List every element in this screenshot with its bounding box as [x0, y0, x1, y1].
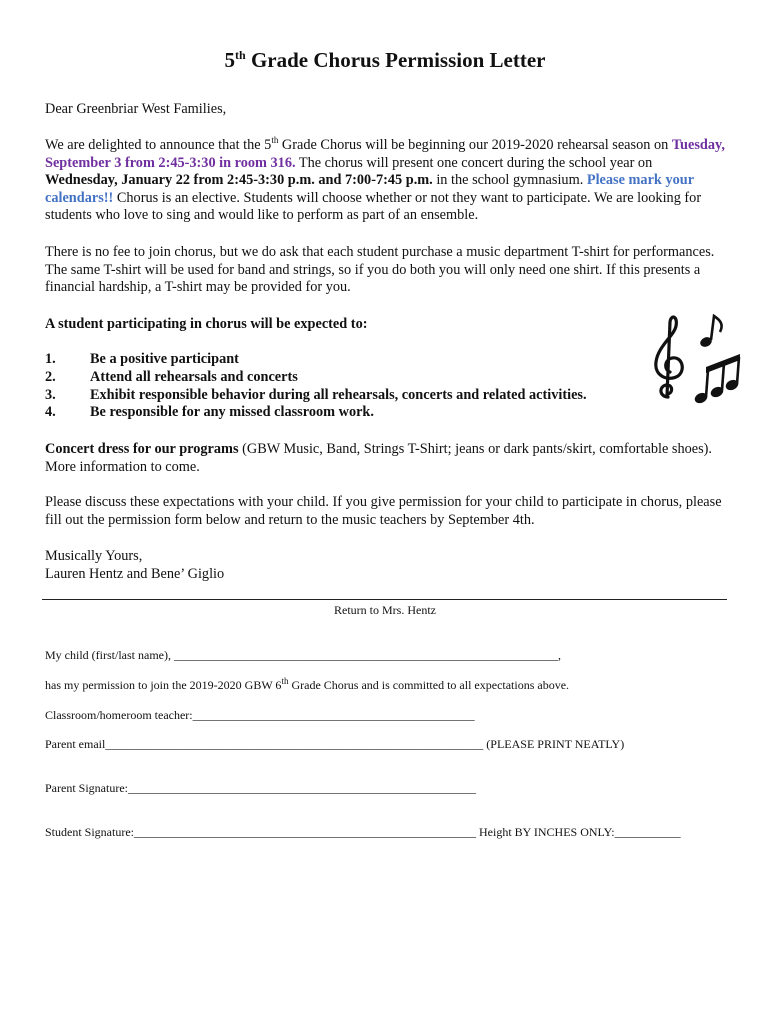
calendar-reminder: Please mark your calendars!!	[45, 172, 694, 206]
parent-signature-field[interactable]: Parent Signature:__________________________________________________________	[45, 781, 476, 795]
discussion-paragraph: Please discuss these expectations with your child. If you give permission for your child to participate in chorus, please fill out the permission form below and return to the music teachers by September 4th.	[45, 494, 722, 528]
expectations-heading: A student participating in chorus will be expected to:	[45, 316, 368, 332]
list-item: 4. Be responsible for any missed classroom work.	[45, 404, 374, 421]
greeting: Dear Greenbriar West Families,	[45, 101, 227, 117]
title-text: Grade Chorus Permission Letter	[245, 48, 546, 72]
concert-date: Wednesday, January 22 from 2:45-3:30 p.m. and 7:00-7:45 p.m.	[45, 172, 433, 189]
rehearsal-date: Tuesday, September 3 from 2:45-3:30 in room 316.	[45, 137, 725, 171]
dress-paragraph: Concert dress for our programs (GBW Music, Band, Strings T-Shirt; jeans or dark pants/skirt, comfortable shoes). More information to come.	[45, 441, 712, 475]
form-divider	[42, 599, 727, 600]
permission-statement: has my permission to join the 2019-2020 GBW 6th Grade Chorus and is committed to all expectations above.	[45, 676, 570, 692]
teacher-field[interactable]: Classroom/homeroom teacher:_______________________________________________	[45, 708, 475, 722]
list-item: 2. Attend all rehearsals and concerts	[45, 368, 298, 385]
signers: Lauren Hentz and Bene’ Giglio	[45, 566, 225, 582]
music-notes-icon	[650, 312, 745, 412]
child-name-field[interactable]: My child (first/last name), ________________________________________________________________,	[45, 648, 561, 662]
parent-email-field[interactable]: Parent email_______________________________________________________________ (PLEASE PRINT NEATLY)	[45, 737, 625, 751]
page-title	[45, 48, 725, 73]
title-sup: th	[235, 48, 246, 62]
expectations-list	[45, 351, 645, 422]
list-item: 3. Exhibit responsible behavior during all rehearsals, concerts and related activities.	[45, 386, 587, 403]
closing: Musically Yours,	[45, 548, 143, 564]
student-signature-field[interactable]: Student Signature:_________________________________________________________ Height BY INCHES ONLY:___________	[45, 825, 681, 839]
fee-paragraph: There is no fee to join chorus, but we do ask that each student purchase a music department T-shirt for performances. The same T-shirt will be used for band and strings, so if you do both you will only need one shirt. If this presents a financial hardship, a T-shirt may be provided for you.	[45, 244, 715, 296]
intro-paragraph: We are delighted to announce that the 5th Grade Chorus will be beginning our 2019-2020 rehearsal season on Tuesday, September 3 from 2:45-3:30 in room 316. The chorus will present one concert during the school year on Wednesday, January 22 from 2:45-3:30 p.m. and 7:00-7:45 p.m. in the school gymnasium. Please mark your calendars!! Chorus is an elective. Students will choose whether or not they want to participate. We are looking for students who love to sing and would like to perform as part of an ensemble.	[45, 135, 725, 224]
title-number: 5	[224, 48, 236, 72]
return-to: Return to Mrs. Hentz	[334, 603, 436, 617]
list-item: 1. Be a positive participant	[45, 351, 239, 367]
